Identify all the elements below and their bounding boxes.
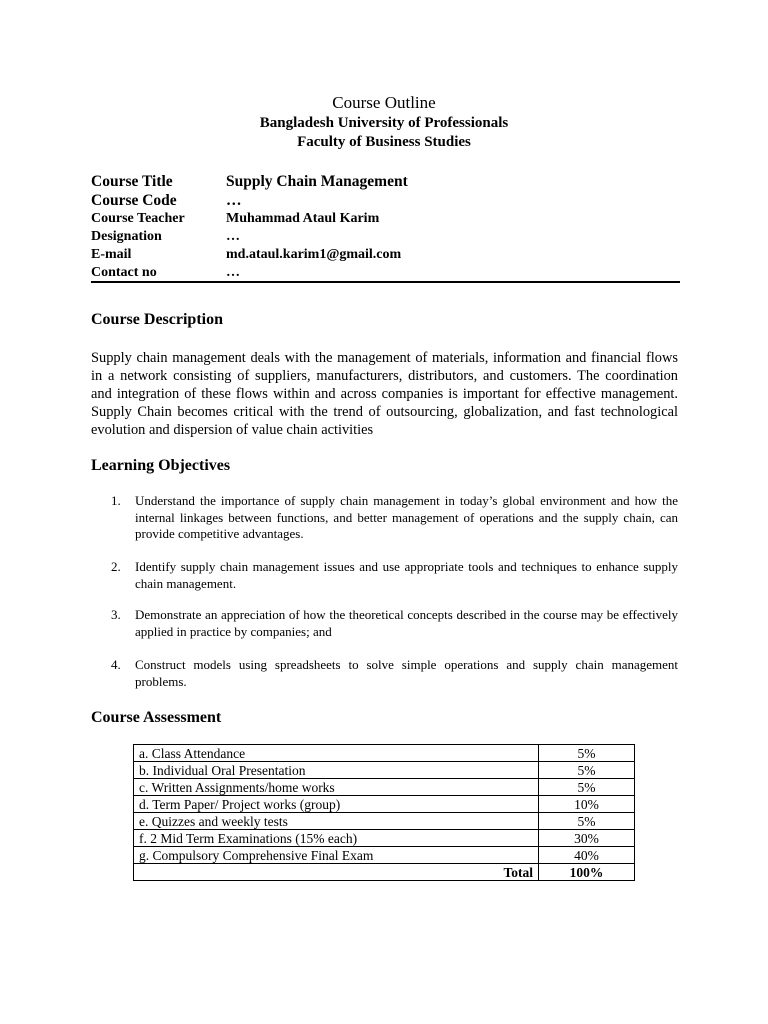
learning-objectives-heading: Learning Objectives [91, 457, 231, 474]
assessment-table [133, 744, 635, 881]
assessment-item: f. 2 Mid Term Examinations (15% each) [134, 830, 539, 847]
table-row [134, 779, 635, 796]
table-row [134, 796, 635, 813]
info-label: Course Code [91, 192, 177, 209]
objective-item [111, 493, 678, 543]
table-row [134, 745, 635, 762]
info-value: Supply Chain Management [226, 173, 408, 190]
assessment-item: e. Quizzes and weekly tests [134, 813, 539, 830]
total-label: Total [134, 864, 539, 881]
objective-text: Understand the importance of supply chain management in today’s global environment and how the internal linkages between functions, and better management of operations and the supply chain, can provide competitive advantages. [135, 493, 678, 541]
assessment-item: b. Individual Oral Presentation [134, 762, 539, 779]
document-title: Course Outline [332, 93, 436, 112]
info-row-email [91, 246, 680, 264]
info-value: … [226, 229, 240, 244]
info-value: … [226, 192, 242, 209]
info-row-designation [91, 228, 680, 246]
info-label: Contact no [91, 265, 157, 280]
objective-number: 4. [111, 657, 121, 672]
objective-text: Demonstrate an appreciation of how the theoretical concepts described in the course may be effectively applied in practice by companies; and [135, 607, 678, 639]
faculty-name: Faculty of Business Studies [297, 134, 471, 150]
assessment-weight: 5% [539, 813, 635, 830]
info-label: Designation [91, 229, 162, 244]
email-link[interactable]: md.ataul.karim1@gmail.com [226, 247, 402, 262]
assessment-item: a. Class Attendance [134, 745, 539, 762]
info-row-course-teacher [91, 210, 680, 228]
objective-item [111, 559, 678, 592]
table-row [134, 813, 635, 830]
objective-text: Construct models using spreadsheets to solve simple operations and supply chain management problems. [135, 657, 678, 689]
objective-text: Identify supply chain management issues and use appropriate tools and techniques to enhance supply chain management. [135, 559, 678, 591]
info-divider [91, 281, 680, 283]
table-row [134, 762, 635, 779]
info-value: … [226, 265, 240, 280]
info-label: E-mail [91, 247, 132, 262]
info-row-course-title [91, 172, 680, 191]
objective-item [111, 607, 678, 640]
assessment-weight: 40% [539, 847, 635, 864]
info-value: Muhammad Ataul Karim [226, 211, 380, 226]
course-info-block [91, 172, 680, 282]
course-assessment-heading: Course Assessment [91, 709, 222, 726]
assessment-weight: 5% [539, 779, 635, 796]
assessment-item: g. Compulsory Comprehensive Final Exam [134, 847, 539, 864]
assessment-weight: 30% [539, 830, 635, 847]
university-name: Bangladesh University of Professionals [259, 115, 509, 131]
table-row [134, 847, 635, 864]
objective-number: 2. [111, 559, 121, 574]
info-row-course-code [91, 191, 680, 210]
total-row [134, 864, 635, 881]
assessment-weight: 10% [539, 796, 635, 813]
objective-number: 3. [111, 607, 121, 622]
assessment-item: d. Term Paper/ Project works (group) [134, 796, 539, 813]
table-row [134, 830, 635, 847]
assessment-weight: 5% [539, 745, 635, 762]
objective-item [111, 657, 678, 690]
assessment-weight: 5% [539, 762, 635, 779]
info-label: Course Teacher [91, 211, 185, 226]
info-row-contact [91, 264, 680, 282]
course-description-heading: Course Description [91, 311, 223, 328]
info-label: Course Title [91, 173, 173, 190]
objective-number: 1. [111, 493, 121, 508]
course-description-text: Supply chain management deals with the management of materials, information and financial flows in a network consisting of suppliers, manufacturers, distributors, and customers. The coordination and integration of these flows within and across companies is important for effective management. Supply Chain becomes critical with the trend of outsourcing, globalization, and fast technological evolution and dispersion of value chain activities [91, 350, 678, 438]
assessment-item: c. Written Assignments/home works [134, 779, 539, 796]
total-value: 100% [539, 864, 635, 881]
